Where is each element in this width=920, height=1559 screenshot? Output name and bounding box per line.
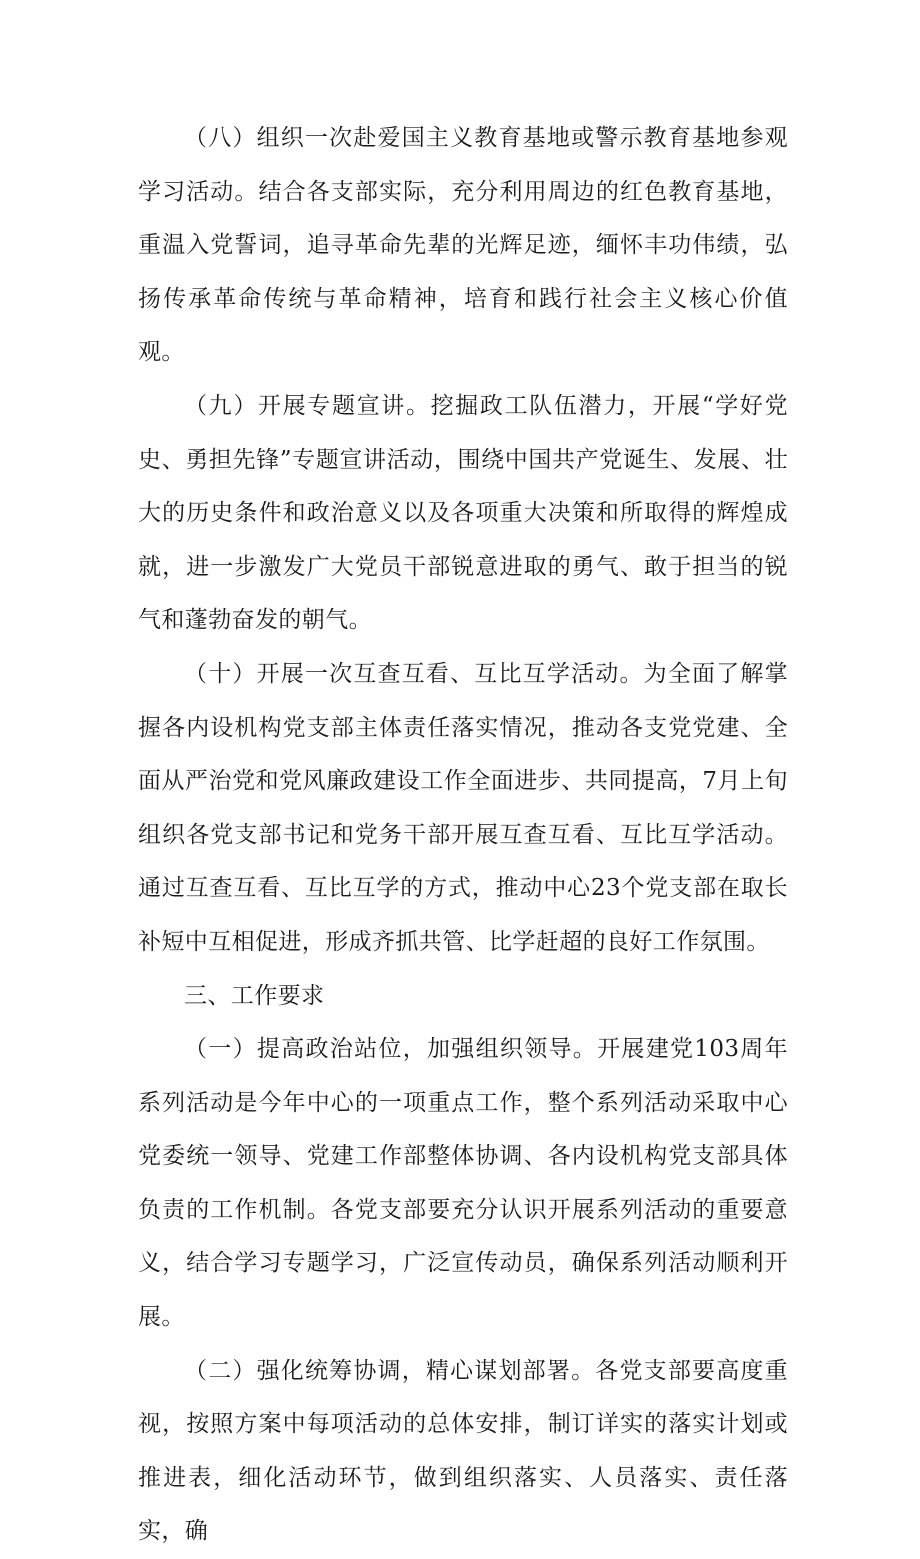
document-page	[138, 112, 788, 1559]
section-heading-work-requirements: 三、工作要求	[184, 982, 325, 1009]
paragraph-requirement-2: （二）强化统筹协调，精心谋划部署。各党支部要高度重视，按照方案中每项活动的总体安排，制订详实的落实计划或推进表，细化活动环节，做到组织落实、人员落实、责任落实，确	[138, 1357, 788, 1545]
paragraph-activity-10: （十）开展一次互查互看、互比互学活动。为全面了解掌握各内设机构党支部主体责任落实情况，推动各支党党建、全面从严治党和党风廉政建设工作全面进步、共同提高，7月上旬组织各党支部书记和党务干部开展互查互看、互比互学活动。通过互查互看、互比互学的方式，推动中心23个党支部在取长补短中互相促进，形成齐抓共管、比学赶超的良好工作氛围。	[138, 660, 788, 955]
paragraph-activity-8: （八）组织一次赴爱国主义教育基地或警示教育基地参观学习活动。结合各支部实际，充分利用周边的红色教育基地，重温入党誓词，追寻革命先辈的光辉足迹，缅怀丰功伟绩，弘扬传承革命传统与革命精神，培育和践行社会主义核心价值观。	[138, 125, 788, 366]
paragraph-requirement-1: （一）提高政治站位，加强组织领导。开展建党103周年系列活动是今年中心的一项重点工作，整个系列活动采取中心党委统一领导、党建工作部整体协调、各内设机构党支部具体负责的工作机制。各党支部要充分认识开展系列活动的重要意义，结合学习专题学习，广泛宣传动员，确保系列活动顺利开展。	[138, 1036, 788, 1331]
paragraph-activity-9: （九）开展专题宣讲。挖掘政工队伍潜力，开展“学好党史、勇担先锋”专题宣讲活动，围绕中国共产党诞生、发展、壮大的历史条件和政治意义以及各项重大决策和所取得的辉煌成就，进一步激发广大党员干部锐意进取的勇气、敢于担当的锐气和蓬勃奋发的朝气。	[138, 392, 788, 634]
